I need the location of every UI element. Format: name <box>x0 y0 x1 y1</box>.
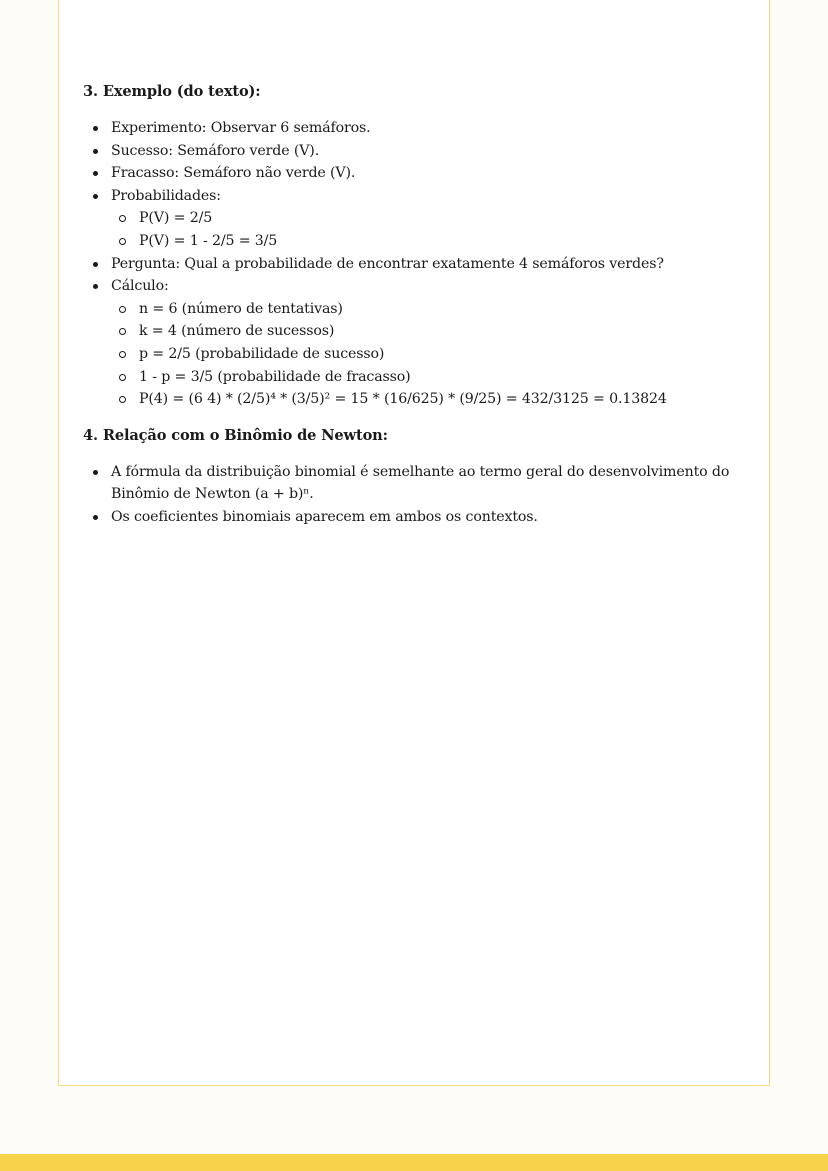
section-4-heading: 4. Relação com o Binômio de Newton: <box>83 426 388 444</box>
probabilities-sublist <box>111 207 743 252</box>
list-item-text: Cálculo: <box>111 278 169 295</box>
sublist-item: P(V) = 1 - 2/5 = 3/5 <box>139 230 743 253</box>
list-item <box>111 275 743 411</box>
document-content <box>83 80 743 529</box>
sublist-item: 1 - p = 3/5 (probabilidade de fracasso) <box>139 366 743 389</box>
sublist-item: n = 6 (número de tentativas) <box>139 298 743 321</box>
list-item <box>111 140 743 163</box>
bottom-accent-bar <box>0 1154 828 1171</box>
sublist-item: p = 2/5 (probabilidade de sucesso) <box>139 343 743 366</box>
list-item <box>111 185 743 253</box>
list-item-text: Pergunta: Qual a probabilidade de encontrar exatamente 4 semáforos verdes? <box>111 255 664 272</box>
section-3-list <box>83 117 743 411</box>
list-item-text: Experimento: Observar 6 semáforos. <box>111 120 371 136</box>
list-item: Os coeficientes binomiais aparecem em ambos os contextos. <box>111 506 743 529</box>
list-item-text: Sucesso: Semáforo verde (V). <box>111 142 320 159</box>
list-item <box>111 162 743 185</box>
sublist-item: k = 4 (número de sucessos) <box>139 320 743 343</box>
list-item: A fórmula da distribuição binomial é semelhante ao termo geral do desenvolvimento do Binômio de Newton (a + b)ⁿ. <box>111 461 743 506</box>
list-item-text: Probabilidades: <box>111 187 221 204</box>
list-item <box>111 253 743 276</box>
section-3-heading: 3. Exemplo (do texto): <box>83 83 261 100</box>
sublist-item: P(V) = 2/5 <box>139 207 743 230</box>
calculation-sublist <box>111 298 743 411</box>
list-item-text: Fracasso: Semáforo não verde (V). <box>111 165 356 182</box>
sublist-item: P(4) = (6 4) * (2/5)⁴ * (3/5)² = 15 * (16/625) * (9/25) = 432/3125 = 0.13824 <box>139 388 743 411</box>
section-4-list <box>83 461 743 529</box>
list-item <box>111 117 743 140</box>
